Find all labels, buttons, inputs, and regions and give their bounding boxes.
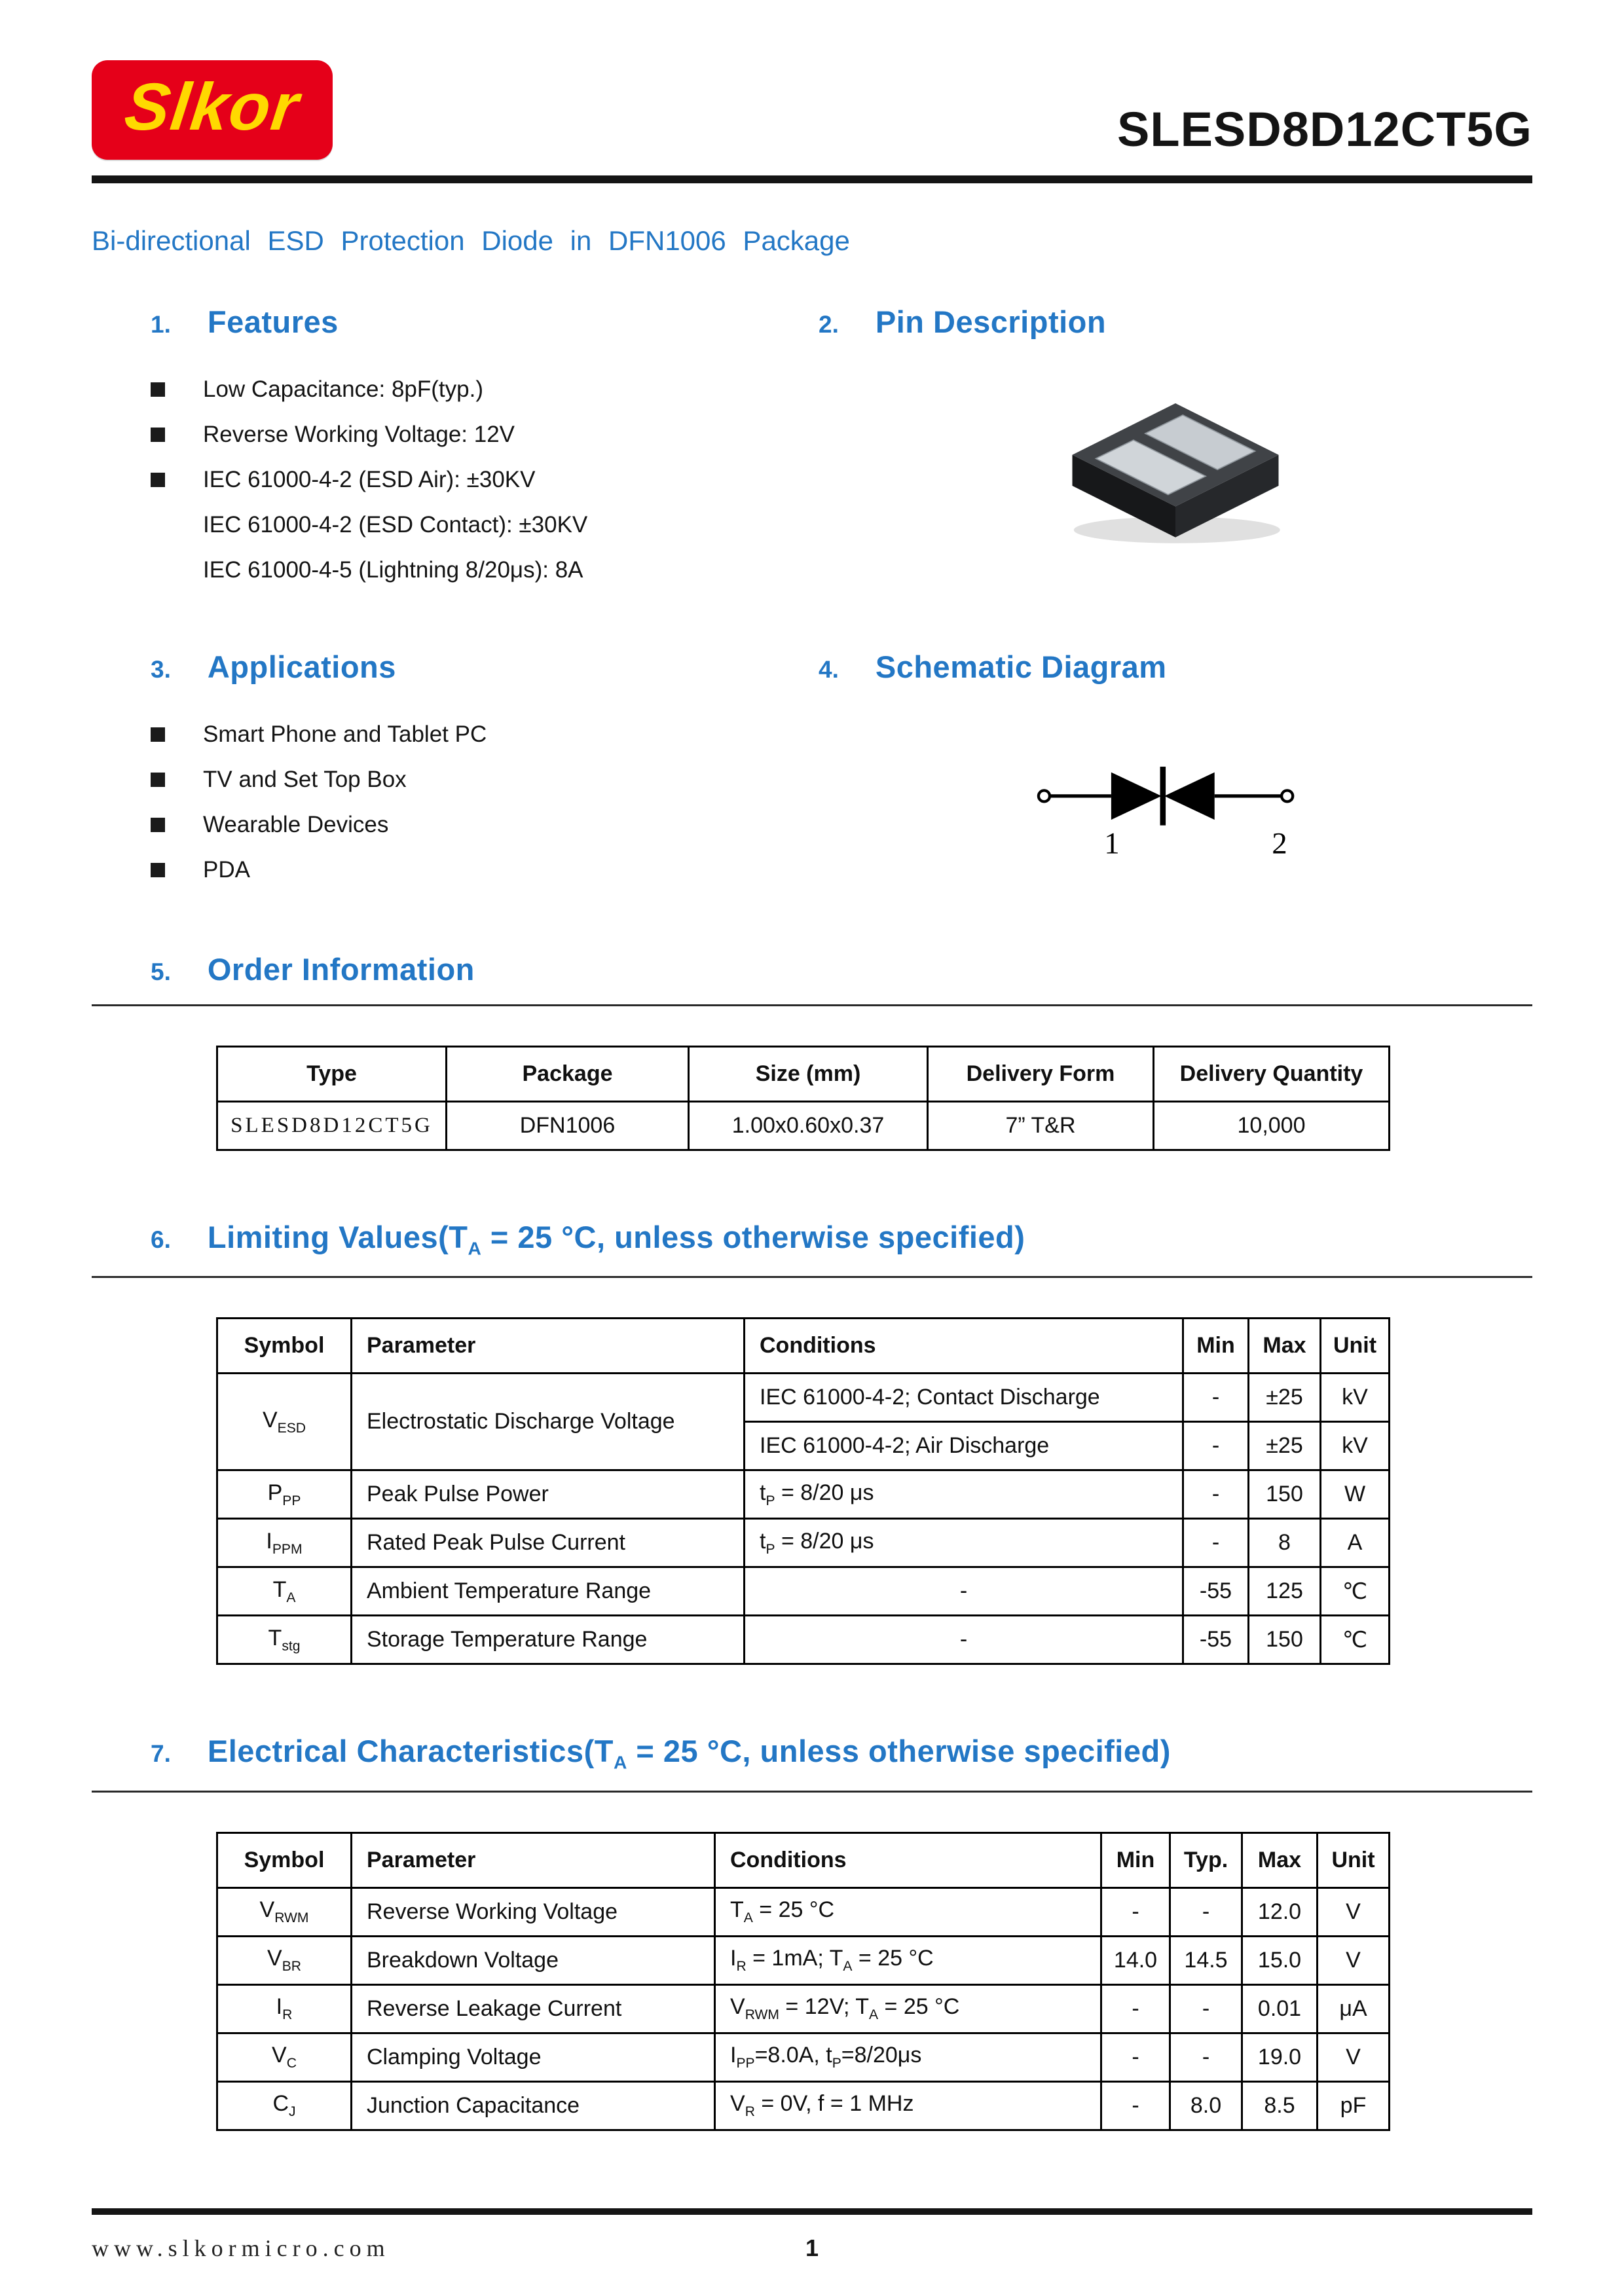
table-cell: Electrostatic Discharge Voltage <box>352 1374 745 1470</box>
table-cell: $I_R$ <box>217 1984 352 2033</box>
table-cell: - <box>745 1567 1183 1616</box>
page-number: 1 <box>805 2234 819 2261</box>
pin1-label: 1 <box>1104 826 1120 860</box>
section-number: 5. <box>151 958 171 985</box>
section-schematic <box>819 649 1532 883</box>
table-cell: Clamping Voltage <box>352 2033 715 2081</box>
section-number: 1. <box>151 311 171 338</box>
table-header-cell: Symbol <box>217 1832 352 1887</box>
section-title: Applications <box>207 649 396 684</box>
table-cell: - <box>1170 1984 1242 2033</box>
package-photo-wrap <box>819 374 1532 551</box>
table-cell: - <box>1101 1887 1170 1936</box>
table-cell: 14.0 <box>1101 1936 1170 1984</box>
order-information-table <box>216 1046 1390 1151</box>
table-cell: IEC 61000-4-2; Air Discharge <box>745 1422 1183 1470</box>
table-cell: - <box>1101 2033 1170 2081</box>
list-item <box>151 812 819 838</box>
table-header-cell: Size (mm) <box>689 1047 928 1102</box>
square-bullet-icon <box>151 382 165 397</box>
table-cell: - <box>1170 2033 1242 2081</box>
list-item <box>151 767 819 793</box>
table-cell: pF <box>1318 2081 1390 2130</box>
square-bullet-icon <box>151 773 165 787</box>
table-cell: -55 <box>1183 1616 1249 1664</box>
table-row <box>217 1470 1390 1519</box>
table-cell: $P_{PP}$ <box>217 1470 352 1519</box>
square-bullet-icon <box>151 473 165 487</box>
list-item-text: Low Capacitance: 8pF(typ.) <box>203 376 483 402</box>
page-header <box>92 0 1532 160</box>
section-limiting-values <box>92 1219 1532 1665</box>
list-item <box>151 467 819 493</box>
table-cell: - <box>745 1616 1183 1664</box>
table-cell: 10,000 <box>1154 1102 1390 1150</box>
table-cell: $T_{stg}$ <box>217 1616 352 1664</box>
table-header-cell: Conditions <box>745 1319 1183 1374</box>
list-item-text: Reverse Working Voltage: 12V <box>203 422 515 447</box>
list-item-text: Wearable Devices <box>203 812 389 837</box>
section-title: Schematic Diagram <box>875 649 1167 684</box>
table-cell: W <box>1321 1470 1390 1519</box>
table-cell: Reverse Working Voltage <box>352 1887 715 1936</box>
table-cell: $C_J$ <box>217 2081 352 2130</box>
table-header-cell: Min <box>1183 1319 1249 1374</box>
table-cell: kV <box>1321 1374 1390 1422</box>
table-cell: V <box>1318 2033 1390 2081</box>
slkor-logo-text: Slkor <box>121 69 304 144</box>
table-cell: $V_{ESD}$ <box>217 1374 352 1470</box>
list-item <box>151 857 819 883</box>
slkor-logo <box>92 60 333 160</box>
table-cell: Junction Capacitance <box>352 2081 715 2130</box>
part-number-title: SLESD8D12CT5G <box>1117 102 1532 156</box>
schematic-heading <box>819 649 1532 685</box>
footer-row <box>92 2234 1532 2262</box>
table-cell: ℃ <box>1321 1567 1390 1616</box>
table-cell: $V_{RWM} = 12V$; $T_A = 25$ °C <box>715 1984 1101 2033</box>
bidirectional-tvs-symbol <box>1035 756 1316 860</box>
electrical-characteristics-heading <box>92 1733 1532 1773</box>
table-header-cell: Conditions <box>715 1832 1101 1887</box>
table-cell: 8.5 <box>1242 2081 1318 2130</box>
table-cell: $T_A$ <box>217 1567 352 1616</box>
pin1-terminal-icon <box>1039 790 1050 801</box>
section-title: Order Information <box>207 952 475 987</box>
table-cell: $t_P = 8/20$ μs <box>745 1519 1183 1567</box>
list-item-text: IEC 61000-4-5 (Lightning 8/20μs): 8A <box>203 557 583 583</box>
table-cell: $V_C$ <box>217 2033 352 2081</box>
table-cell: - <box>1183 1374 1249 1422</box>
square-bullet-icon <box>151 818 165 832</box>
table-cell: - <box>1101 2081 1170 2130</box>
table-cell: - <box>1183 1422 1249 1470</box>
table-cell: $V_{BR}$ <box>217 1936 352 1984</box>
table-cell: 7” T&R <box>928 1102 1154 1150</box>
features-heading <box>92 304 819 340</box>
table-row <box>217 1616 1390 1664</box>
table-cell: V <box>1318 1936 1390 1984</box>
table-cell: $I_R = 1mA$; $T_A = 25$ °C <box>715 1936 1101 1984</box>
table-header-cell: Max <box>1242 1832 1318 1887</box>
list-item <box>151 422 819 448</box>
section-number: 3. <box>151 656 171 683</box>
table-cell: ±25 <box>1249 1374 1321 1422</box>
section-title: Features <box>207 304 339 339</box>
pin2-terminal-icon <box>1282 790 1293 801</box>
table-cell: 19.0 <box>1242 2033 1318 2081</box>
dfn1006-package-image <box>1044 374 1306 551</box>
table-row <box>217 2033 1390 2081</box>
section-number: 4. <box>819 656 839 683</box>
table-cell: $V_{RWM}$ <box>217 1887 352 1936</box>
list-item-text: IEC 61000-4-2 (ESD Air): ±30KV <box>203 467 536 492</box>
table-row <box>217 1374 1390 1422</box>
list-item <box>151 721 819 748</box>
square-bullet-icon <box>151 727 165 742</box>
diode-triangle-right <box>1164 773 1215 820</box>
section-divider <box>92 1004 1532 1006</box>
table-row <box>217 1936 1390 1984</box>
table-header-cell: Unit <box>1321 1319 1390 1374</box>
diode-triangle-left <box>1111 773 1162 820</box>
table-cell: ±25 <box>1249 1422 1321 1470</box>
table-cell: - <box>1101 1984 1170 2033</box>
table-row <box>217 2081 1390 2130</box>
page-footer <box>0 2208 1624 2296</box>
table-cell: ℃ <box>1321 1616 1390 1664</box>
table-cell: - <box>1183 1519 1249 1567</box>
table-header-row <box>217 1319 1390 1374</box>
square-bullet-icon <box>151 428 165 442</box>
table-cell: 1.00x0.60x0.37 <box>689 1102 928 1150</box>
section-number: 7. <box>151 1740 171 1768</box>
table-cell: DFN1006 <box>447 1102 689 1150</box>
section-divider <box>92 1791 1532 1793</box>
table-header-row <box>217 1832 1390 1887</box>
table-cell: - <box>1183 1470 1249 1519</box>
table-cell: Peak Pulse Power <box>352 1470 745 1519</box>
table-row <box>217 1887 1390 1936</box>
table-cell: 8.0 <box>1170 2081 1242 2130</box>
applications-heading <box>92 649 819 685</box>
list-item-text: PDA <box>203 857 250 883</box>
table-cell: Ambient Temperature Range <box>352 1567 745 1616</box>
table-cell: 12.0 <box>1242 1887 1318 1936</box>
list-item <box>151 557 819 583</box>
section-title: Limiting $Values(T_A = 25$ °C, unless otherwise specified) <box>207 1220 1025 1259</box>
table-cell: kV <box>1321 1422 1390 1470</box>
document-subtitle: Bi-directional ESD Protection Diode in DFN1006 Package <box>92 225 850 256</box>
table-header-cell: Package <box>447 1047 689 1102</box>
table-cell: μA <box>1318 1984 1390 2033</box>
table-cell: $I_{PP}=8.0A$, $t_P=8/20\mu s$ <box>715 2033 1101 2081</box>
table-header-cell: Delivery Form <box>928 1047 1154 1102</box>
footer-divider <box>92 2208 1532 2215</box>
section-number: 6. <box>151 1226 171 1253</box>
section-order-information <box>92 951 1532 1151</box>
pin2-label: 2 <box>1272 826 1287 860</box>
table-cell: $V_R = 0V$, f = 1 MHz <box>715 2081 1101 2130</box>
section-divider <box>92 1276 1532 1278</box>
table-cell: Reverse Leakage Current <box>352 1984 715 2033</box>
limiting-values-heading <box>92 1219 1532 1259</box>
table-cell: Rated Peak Pulse Current <box>352 1519 745 1567</box>
table-header-cell: Typ. <box>1170 1832 1242 1887</box>
table-cell: V <box>1318 1887 1390 1936</box>
header-divider <box>92 175 1532 183</box>
table-header-cell: Unit <box>1318 1832 1390 1887</box>
table-header-cell: Type <box>217 1047 447 1102</box>
table-cell: $T_A = 25$ °C <box>715 1887 1101 1936</box>
table-header-cell: Parameter <box>352 1832 715 1887</box>
table-cell: SLESD8D12CT5G <box>217 1102 447 1150</box>
schematic-figure-wrap <box>819 756 1532 860</box>
section-applications <box>92 649 819 883</box>
section-title: Electrical $Characteristics(T_A = 25$ °C, unless otherwise specified) <box>207 1734 1171 1773</box>
square-bullet-icon <box>151 863 165 877</box>
list-item <box>151 376 819 403</box>
table-cell: $I_{PPM}$ <box>217 1519 352 1567</box>
table-cell: 125 <box>1249 1567 1321 1616</box>
list-item-text: Smart Phone and Tablet PC <box>203 721 487 747</box>
table-cell: -55 <box>1183 1567 1249 1616</box>
table-cell: A <box>1321 1519 1390 1567</box>
limiting-values-table <box>216 1317 1390 1665</box>
list-item-text: IEC 61000-4-2 (ESD Contact): ±30KV <box>203 512 588 538</box>
section-title: Pin Description <box>875 304 1107 339</box>
website-url: www.slkormicro.com <box>92 2235 390 2261</box>
table-cell: 150 <box>1249 1616 1321 1664</box>
pin-description-heading <box>819 304 1532 340</box>
table-header-cell: Parameter <box>352 1319 745 1374</box>
table-row <box>217 1102 1390 1150</box>
table-cell: IEC 61000-4-2; Contact Discharge <box>745 1374 1183 1422</box>
list-item <box>151 512 819 538</box>
table-cell: Breakdown Voltage <box>352 1936 715 1984</box>
table-cell: 0.01 <box>1242 1984 1318 2033</box>
section-number: 2. <box>819 311 839 338</box>
table-cell: $t_P = 8/20$ μs <box>745 1470 1183 1519</box>
table-cell: 14.5 <box>1170 1936 1242 1984</box>
section-pin-description <box>819 304 1532 583</box>
two-column-area <box>92 304 1532 883</box>
table-cell: Storage Temperature Range <box>352 1616 745 1664</box>
table-header-cell: Symbol <box>217 1319 352 1374</box>
table-cell: 150 <box>1249 1470 1321 1519</box>
table-row <box>217 1567 1390 1616</box>
order-information-heading <box>92 951 1532 987</box>
table-row <box>217 1519 1390 1567</box>
table-header-cell: Min <box>1101 1832 1170 1887</box>
table-header-cell: Max <box>1249 1319 1321 1374</box>
list-item-text: TV and Set Top Box <box>203 767 407 792</box>
table-cell: 15.0 <box>1242 1936 1318 1984</box>
electrical-characteristics-table <box>216 1832 1390 2131</box>
applications-list <box>92 721 819 883</box>
features-list <box>92 376 819 583</box>
section-features <box>92 304 819 583</box>
table-header-cell: Delivery Quantity <box>1154 1047 1390 1102</box>
table-cell: 8 <box>1249 1519 1321 1567</box>
table-row <box>217 1984 1390 2033</box>
table-header-row <box>217 1047 1390 1102</box>
section-electrical-characteristics <box>92 1733 1532 2130</box>
table-cell: - <box>1170 1887 1242 1936</box>
